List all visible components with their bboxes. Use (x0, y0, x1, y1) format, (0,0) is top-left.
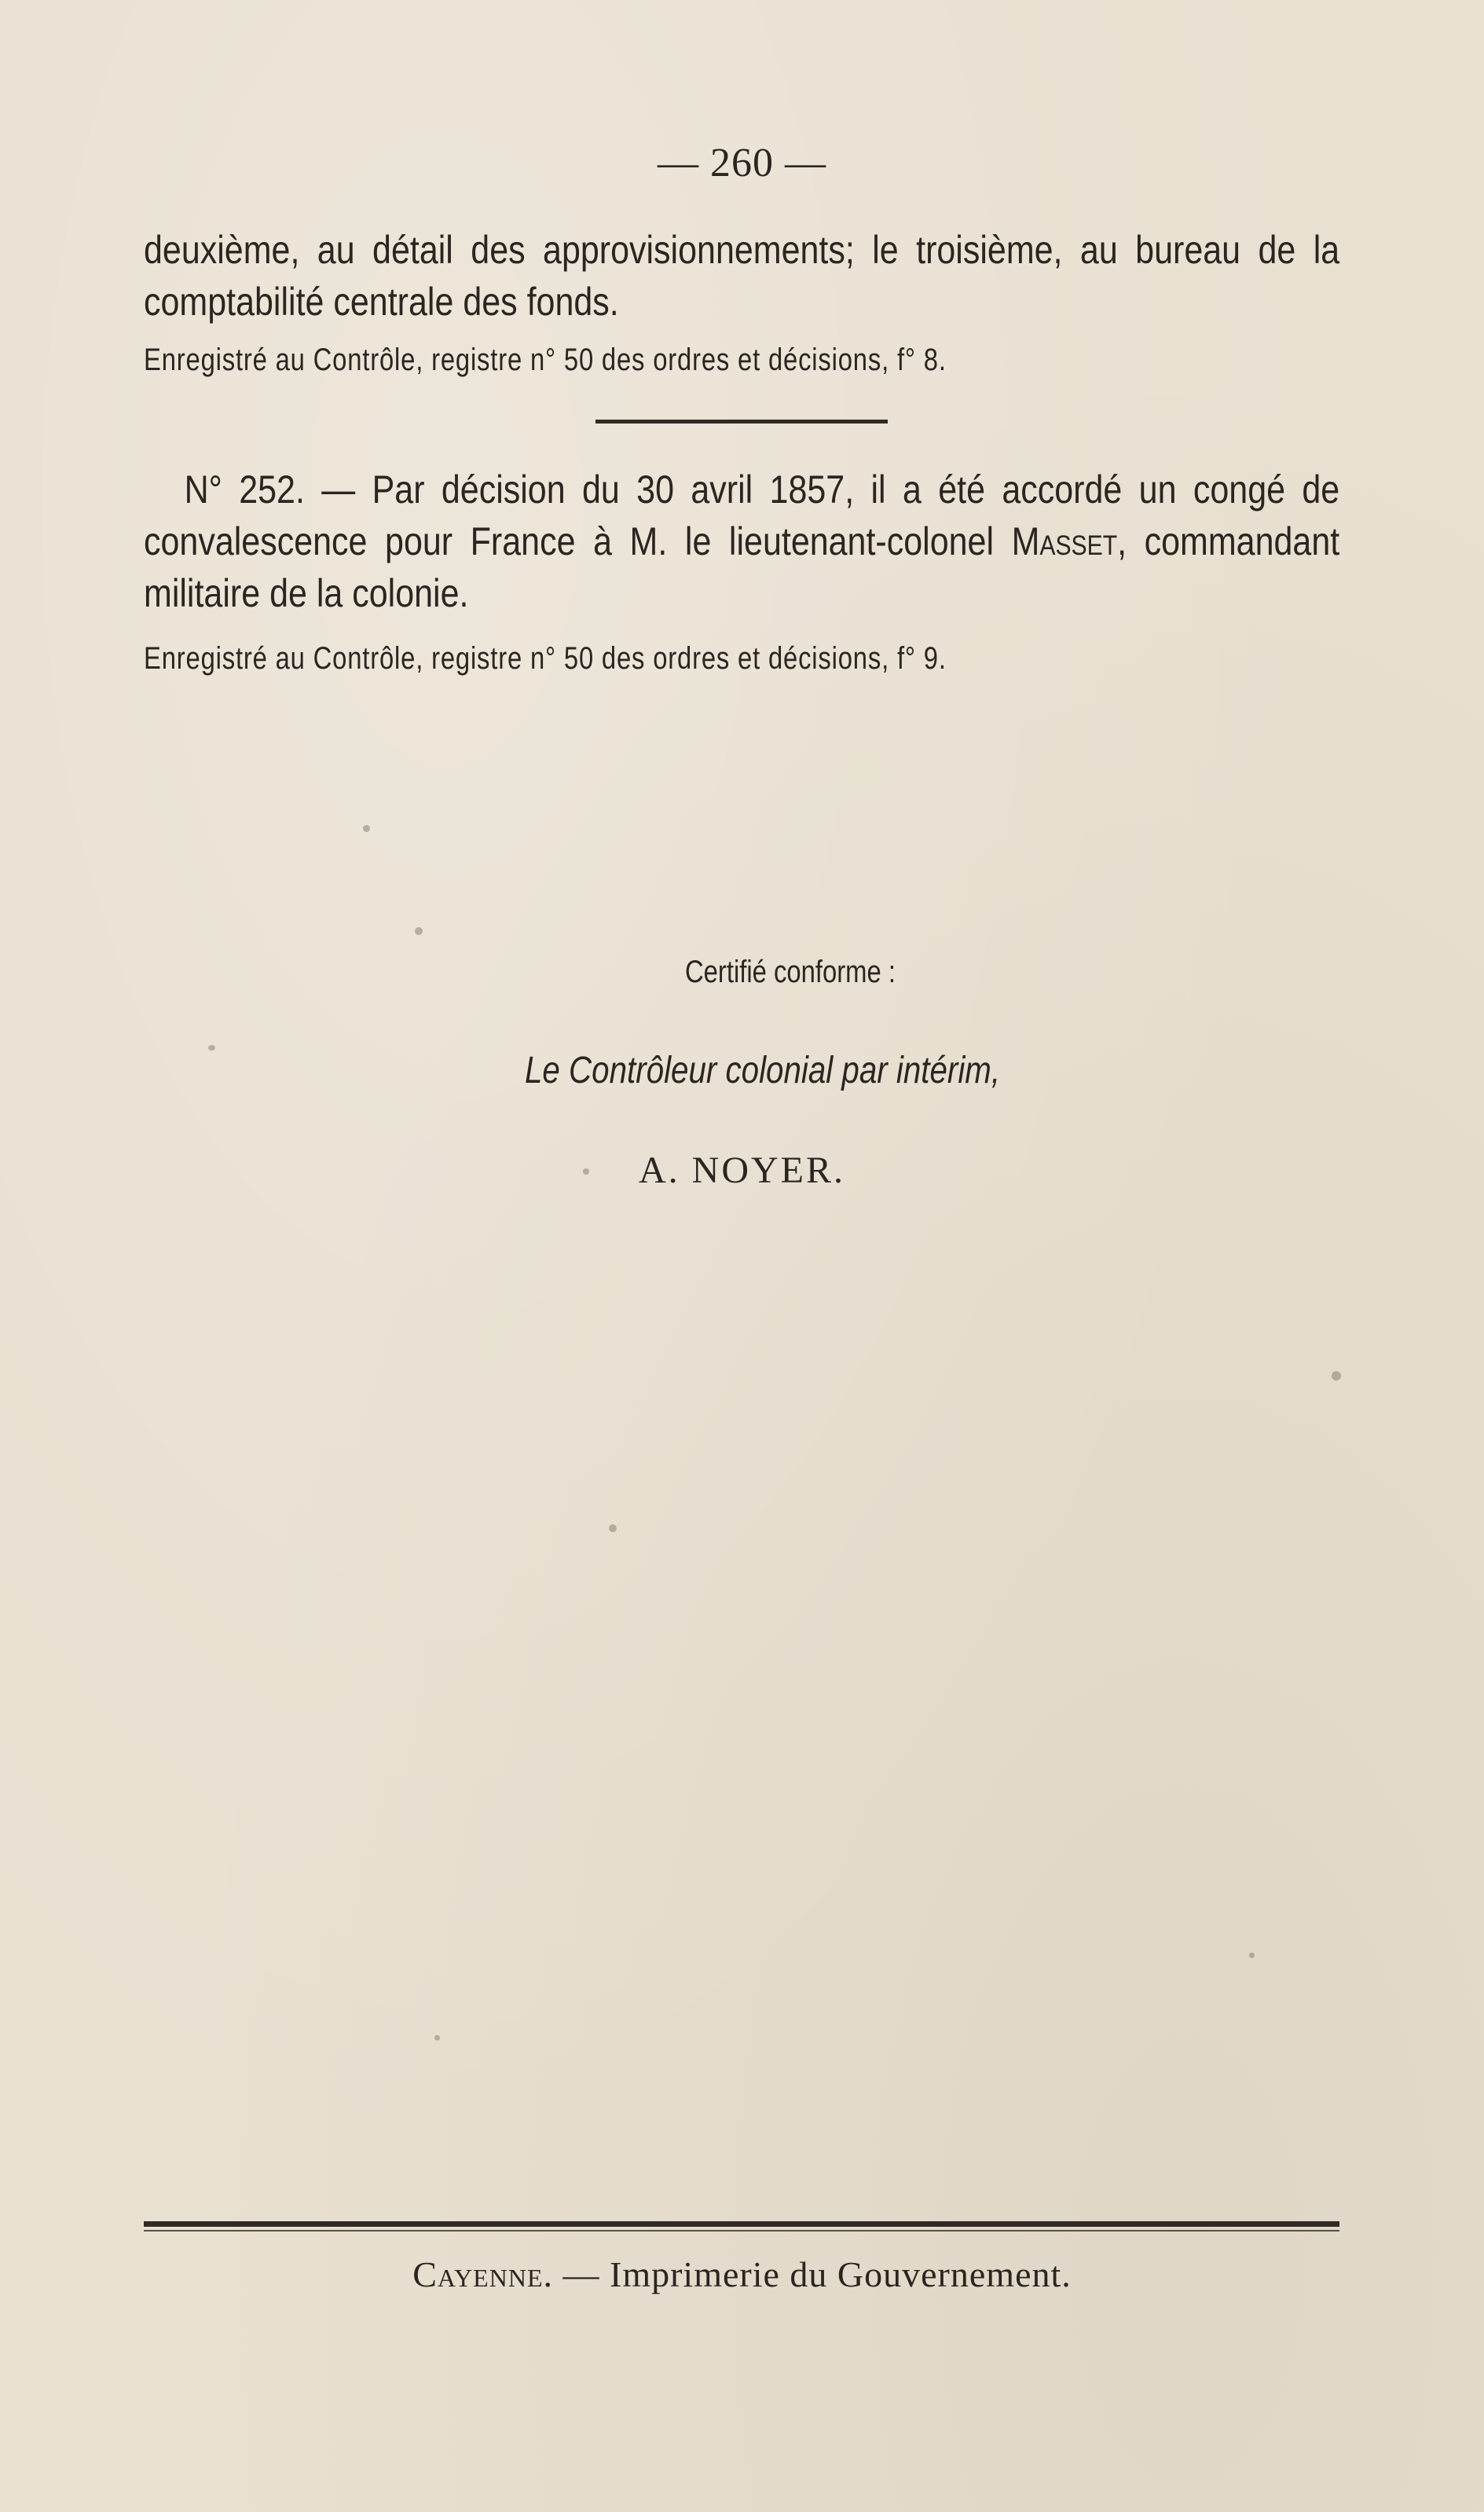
registration-note-2: Enregistré au Contrôle, registre n° 50 des ordres et décisions, f° 9. (144, 641, 947, 676)
signatory-title: Le Contrôleur colonial par intérim, (525, 1050, 1001, 1091)
paragraph-continuation: deuxième, au détail des approvisionnements; le troisième, au bureau de la comptabilité centrale des fonds. (144, 228, 1340, 324)
paper-speck (415, 927, 423, 935)
paper-speck (434, 2035, 440, 2041)
decision-paragraph-252 (144, 464, 1339, 619)
imprint-place: Cayenne (412, 2254, 544, 2294)
printer-imprint (0, 2253, 1484, 2295)
officer-name: Masset (1011, 519, 1118, 563)
footer-rule-thin (144, 2230, 1339, 2231)
signatory-name: A. NOYER. (639, 1150, 845, 1191)
decision-body-start: — Par décision du 30 avril 1857, il a été accordé un congé de convalescence pour France à M. le lieutenant-colonel (144, 468, 1340, 563)
registration-note-1: Enregistré au Contrôle, registre n° 50 des ordres et décisions, f° 8. (144, 343, 947, 377)
imprint-rest: . — Imprimerie du Gouvernement. (543, 2254, 1072, 2294)
paper-speck (363, 825, 370, 832)
footer-rule (144, 2221, 1339, 2227)
paper-speck (583, 1168, 589, 1175)
decision-number: N° 252. (184, 468, 305, 512)
decision-body-end: , commandant militaire de la colonie. (144, 519, 1340, 615)
section-divider (595, 420, 888, 424)
paper-speck (208, 1045, 215, 1051)
page-number: — 260 — (658, 141, 826, 185)
paper-speck (1249, 1953, 1255, 1958)
paper-speck (1332, 1371, 1341, 1381)
certification-line: Certifié conforme : (685, 955, 896, 989)
paper-speck (609, 1524, 617, 1532)
